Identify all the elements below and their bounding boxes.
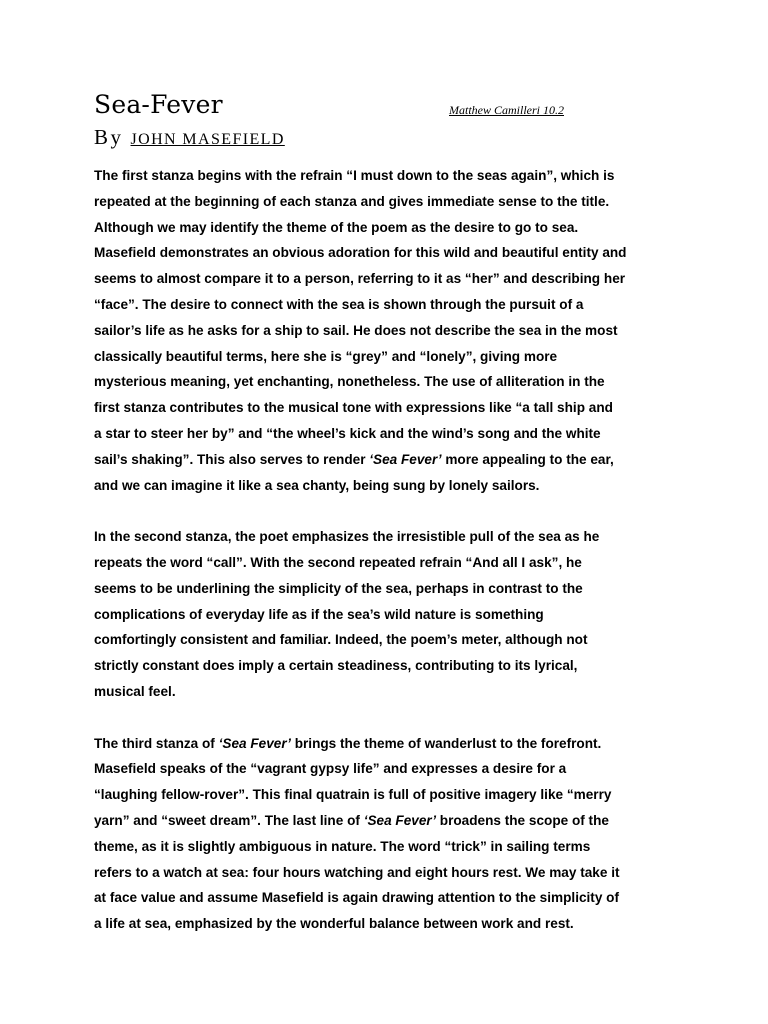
essay-line: seems to almost compare it to a person, referring to it as “her” and describing her [94, 271, 626, 287]
essay-paragraph-3 [94, 731, 694, 937]
essay-line: classically beautiful terms, here she is “grey” and “lonely”, giving more [94, 348, 558, 364]
essay-line: musical feel. [94, 683, 176, 699]
essay-line: theme, as it is slightly ambiguous in nature. The word “trick” in sailing terms [94, 838, 591, 854]
essay-line: “face”. The desire to connect with the sea is shown through the pursuit of a [94, 296, 584, 312]
essay-line-text: yarn” and “sweet dream”. The last line of [94, 812, 364, 828]
essay-line: In the second stanza, the poet emphasizes the irresistible pull of the sea as he [94, 529, 600, 545]
essay-line: “laughing fellow-rover”. This final quatrain is full of positive imagery like “merry [94, 787, 612, 803]
essay-line: The first stanza begins with the refrain “I must down to the seas again”, which is [94, 168, 615, 183]
poem-title-reference: ‘Sea Fever’ [218, 735, 291, 751]
essay-line [94, 731, 694, 757]
essay-line-text: The third stanza of [94, 735, 219, 751]
essay-paragraph-1 [94, 163, 694, 498]
essay-line: comfortingly consistent and familiar. Indeed, the poem’s meter, although not [94, 632, 588, 648]
essay-line: at face value and assume Masefield is again drawing attention to the simplicity of [94, 890, 619, 906]
poem-title-reference: ‘Sea Fever’ [363, 812, 436, 828]
essay-line: repeated at the beginning of each stanza and gives immediate sense to the title. [94, 193, 610, 209]
document-title: Sea-Fever [94, 90, 223, 119]
essay-line [94, 808, 694, 834]
poet-name: JOHN MASEFIELD [130, 131, 285, 148]
essay-line: Masefield demonstrates an obvious adoration for this wild and beautiful entity and [94, 245, 627, 261]
essay-body [94, 163, 694, 963]
essay-line: sailor’s life as he asks for a ship to sail. He does not describe the sea in the most [94, 322, 618, 338]
essay-line: strictly constant does imply a certain steadiness, contributing to its lyrical, [94, 658, 578, 674]
essay-line: Although we may identify the theme of the poem as the desire to go to sea. [94, 219, 579, 235]
byline-by: By [94, 125, 124, 149]
essay-line: Masefield speaks of the “vagrant gypsy life” and expresses a desire for a [94, 761, 567, 777]
essay-line [94, 447, 694, 473]
byline [94, 124, 285, 153]
essay-line: a star to steer her by” and “the wheel’s kick and the wind’s song and the white [94, 425, 601, 441]
essay-line: complications of everyday life as if the sea’s wild nature is something [94, 606, 544, 622]
essay-line-text: brings the theme of wanderlust to the forefront. [290, 735, 602, 751]
poem-title-reference: ‘Sea Fever’ [369, 451, 442, 467]
essay-line: seems to be underlining the simplicity of the sea, perhaps in contrast to the [94, 580, 583, 596]
essay-paragraph-2 [94, 524, 694, 705]
essay-line: first stanza contributes to the musical tone with expressions like “a tall ship and [94, 400, 613, 416]
essay-line: mysterious meaning, yet enchanting, nonetheless. The use of alliteration in the [94, 374, 605, 390]
essay-line: and we can imagine it like a sea chanty, being sung by lonely sailors. [94, 477, 540, 493]
essay-line-text: sail’s shaking”. This also serves to render [94, 451, 370, 467]
student-name-note: Matthew Camilleri 10.2 [449, 103, 564, 117]
essay-line-text: broadens the scope of the [435, 812, 609, 828]
essay-line: refers to a watch at sea: four hours watching and eight hours rest. We may take it [94, 864, 620, 880]
essay-line: a life at sea, emphasized by the wonderful balance between work and rest. [94, 916, 574, 932]
essay-line: repeats the word “call”. With the second repeated refrain “And all I ask”, he [94, 554, 582, 570]
essay-line-text: more appealing to the ear, [441, 451, 614, 467]
